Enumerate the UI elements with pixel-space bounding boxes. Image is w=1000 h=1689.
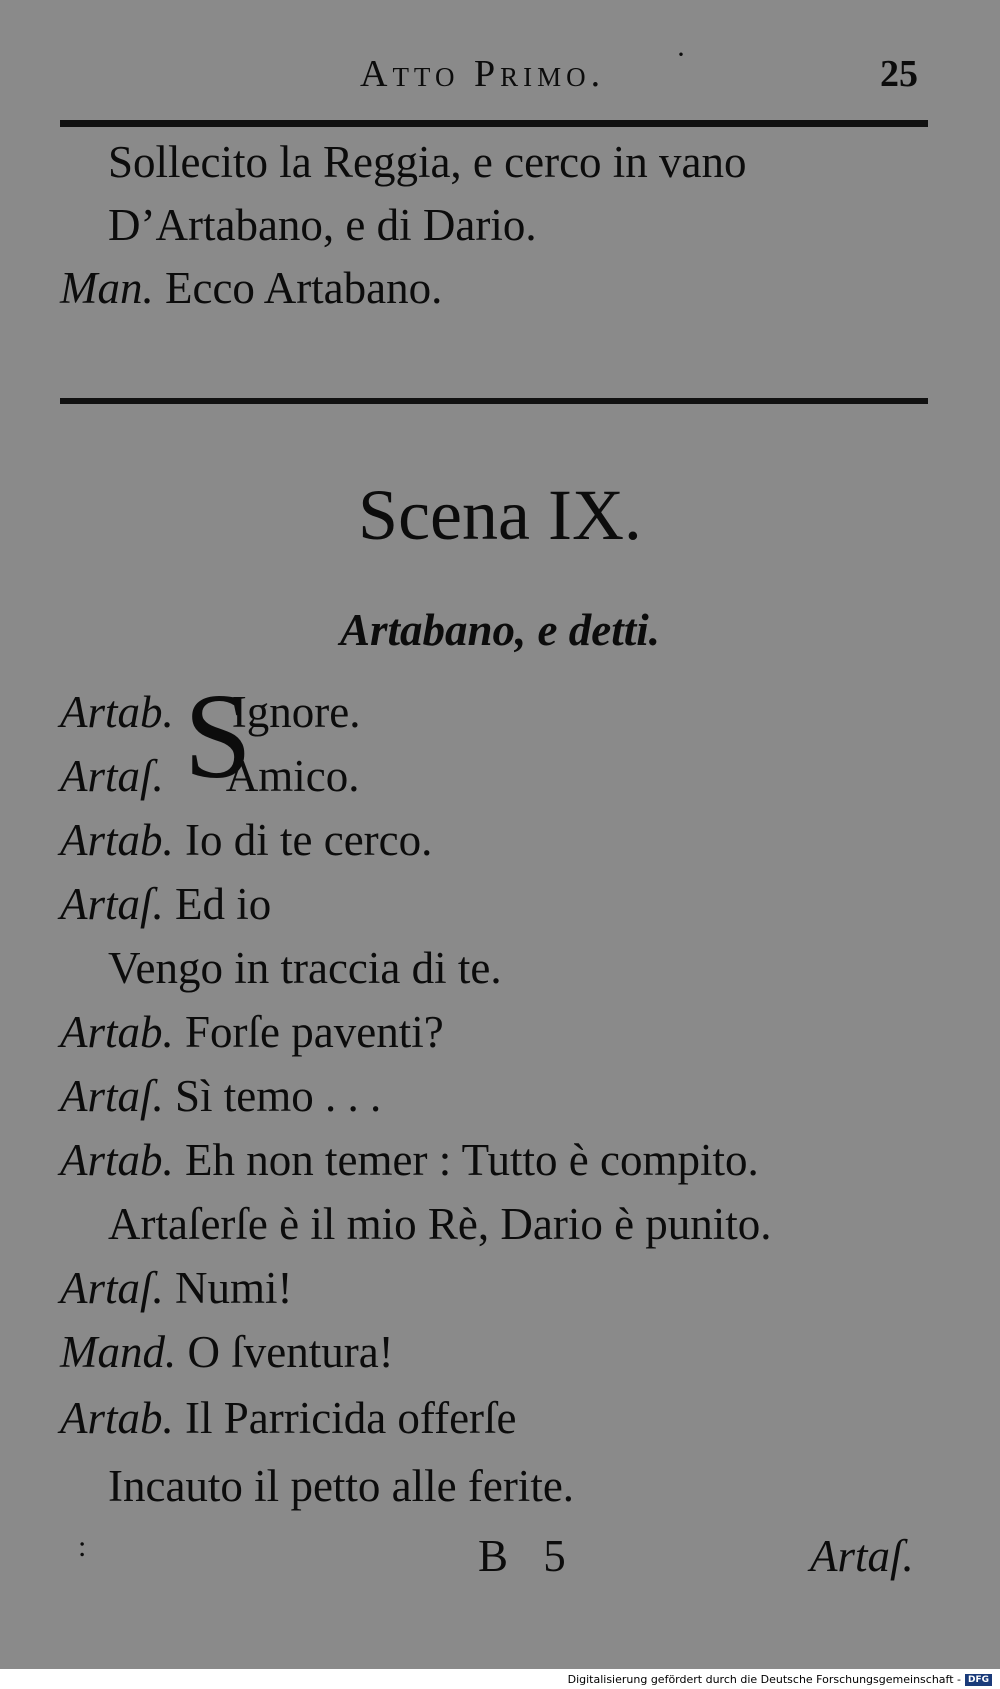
dialogue-text: O ſventura! [187,1327,394,1377]
dialogue-text: Ignore. [231,687,361,737]
scene-title: Scena IX. [358,475,642,555]
signature-mark: B 5 [478,1531,578,1581]
dialogue-line [60,1393,517,1443]
scene-rule [60,398,928,404]
header-rule [60,120,928,127]
speaker: Artaſ. [60,751,164,801]
credit-text: Digitalisierung gefördert durch die Deutsche Forschungsgemeinschaft - [567,1673,961,1686]
speaker: Artaſ. [60,879,164,929]
verse-text: Ecco Artabano. [165,263,443,313]
dialogue-text: Eh non temer : Tutto è compito. [185,1135,759,1185]
dialogue-text: Ed io [175,879,272,929]
dialogue-text: Forſe paventi? [185,1007,444,1057]
dialogue-text: Io di te cerco. [185,815,433,865]
catchword: Artaſ. [810,1531,914,1581]
verse-line [108,200,537,250]
dialogue-text: Artaſerſe è il mio Rè, Dario è punito. [108,1199,772,1249]
drop-cap: S [184,669,252,804]
speaker: Artab. [60,687,174,737]
dialogue-line [60,1007,444,1057]
dialogue-line [60,1327,394,1377]
speaker: Mand. [60,1327,177,1377]
margin-mark: : [78,1530,87,1563]
speaker: Artab. [60,1393,174,1443]
speaker: Artab. [60,1007,174,1057]
verse-text: Sollecito la Reggia, e cerco in vano [108,137,747,187]
speaker: Man. [60,263,154,313]
dialogue-text: Incauto il petto alle ferite. [108,1461,575,1511]
dialogue-line [108,943,502,993]
dialogue-line [108,1461,575,1511]
dialogue-text: Vengo in traccia di te. [108,943,502,993]
dialogue-line [60,687,361,737]
header-dot: · [676,38,686,71]
dfg-logo-icon: DFG [965,1674,992,1686]
running-head: Atto Primo. [360,53,606,95]
speaker: Artab. [60,1135,174,1185]
verse-text: D’Artabano, e di Dario. [108,200,537,250]
dialogue-line [60,1135,759,1185]
speaker: Artaſ. [60,1071,164,1121]
dialogue-text: Il Parricida offerſe [185,1393,517,1443]
dialogue-line [60,879,272,929]
verse-line [108,137,747,187]
dialogue-text: Amico. [225,751,360,801]
dialogue-text: Sì temo . . . [175,1071,382,1121]
speaker: Artab. [60,815,174,865]
dialogue-line [108,1199,772,1249]
dialogue-text: Numi! [175,1263,293,1313]
dialogue-line [60,815,433,865]
scene-subtitle: Artabano, e detti. [339,605,660,655]
verse-line [60,263,443,313]
dialogue-line [60,1263,293,1313]
digitization-credit [568,1673,992,1686]
dialogue-line [60,751,360,801]
speaker: Artaſ. [60,1263,164,1313]
page-number: 25 [880,53,918,95]
dialogue-line [60,1071,382,1121]
